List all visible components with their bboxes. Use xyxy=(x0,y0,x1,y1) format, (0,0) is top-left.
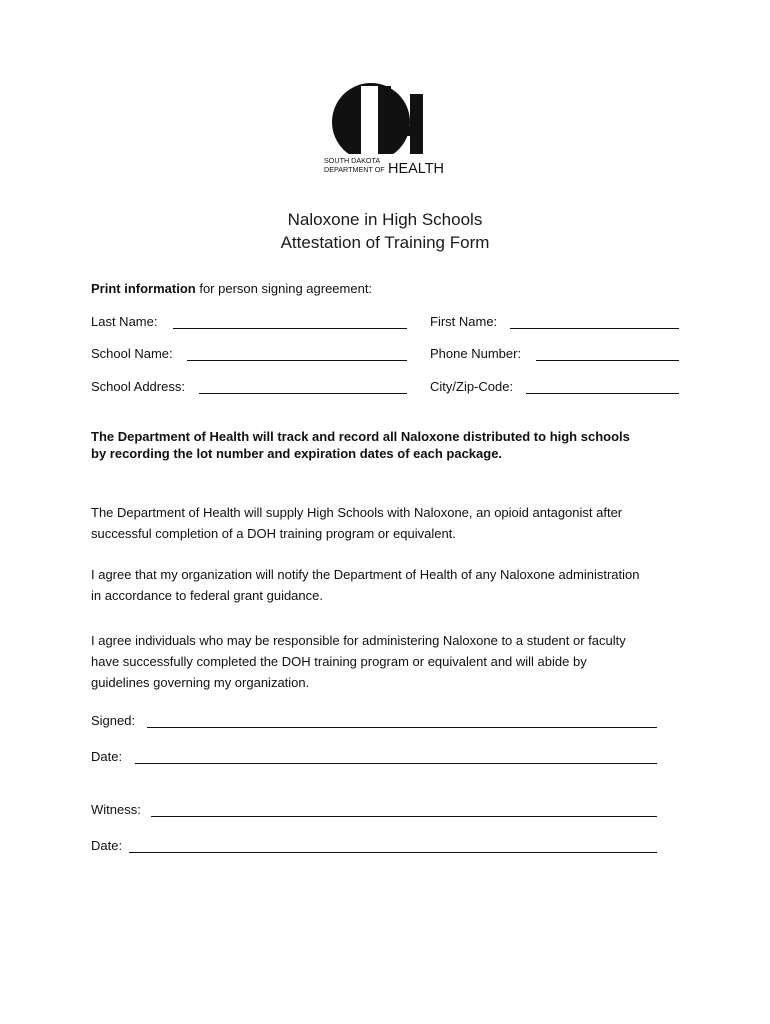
logo-line1: SOUTH DAKOTA xyxy=(324,156,381,165)
individuals-line1: I agree individuals who may be responsible for administering Naloxone to a student or faculty xyxy=(91,633,626,648)
date-label-1: Date: xyxy=(91,749,123,764)
individuals-line2: have successfully completed the DOH training program or equivalent and will abide by xyxy=(91,654,587,669)
signed-field[interactable] xyxy=(147,727,657,728)
school-name-field[interactable] xyxy=(187,360,407,361)
south-dakota-doh-logo xyxy=(322,80,446,176)
last-name-label: Last Name: xyxy=(91,314,158,329)
print-info-bold: Print information xyxy=(91,281,196,296)
school-name-label: School Name: xyxy=(91,346,173,361)
notify-paragraph xyxy=(91,564,691,606)
school-address-field[interactable] xyxy=(199,393,407,394)
notify-line1: I agree that my organization will notify the Department of Health of any Naloxone administration xyxy=(91,567,640,582)
individuals-line3: guidelines governing my organization. xyxy=(91,675,310,690)
supply-line2: successful completion of a DOH training program or equivalent. xyxy=(91,526,456,541)
first-name-label: First Name: xyxy=(430,314,498,329)
tracking-notice-line2: by recording the lot number and expiration dates of each package. xyxy=(91,446,503,461)
logo-h-crossbar xyxy=(378,126,423,136)
form-title-line2: Attestation of Training Form xyxy=(280,233,490,252)
logo-line2: DEPARTMENT OF xyxy=(324,165,385,174)
print-info-heading xyxy=(91,281,372,296)
individuals-paragraph xyxy=(91,630,691,693)
print-info-rest: for person signing agreement: xyxy=(195,281,373,296)
city-zip-field[interactable] xyxy=(526,393,679,394)
supply-line1: The Department of Health will supply High Schools with Naloxone, an opioid antagonist after xyxy=(91,505,623,520)
logo-word-health: HEALTH xyxy=(388,160,444,176)
phone-number-field[interactable] xyxy=(536,360,679,361)
witness-label: Witness: xyxy=(91,802,141,817)
witness-field[interactable] xyxy=(151,816,657,817)
date-label-2: Date: xyxy=(91,838,123,853)
last-name-field[interactable] xyxy=(173,328,407,329)
signed-label: Signed: xyxy=(91,713,136,728)
tracking-notice-line1: The Department of Health will track and record all Naloxone distributed to high schools xyxy=(91,429,630,444)
city-zip-label: City/Zip-Code: xyxy=(430,379,514,394)
first-name-field[interactable] xyxy=(510,328,679,329)
supply-paragraph xyxy=(91,502,691,544)
date-field-2[interactable] xyxy=(129,852,657,853)
notify-line2: in accordance to federal grant guidance. xyxy=(91,588,323,603)
date-field-1[interactable] xyxy=(135,763,657,764)
form-title-line1: Naloxone in High Schools xyxy=(287,210,483,229)
school-address-label: School Address: xyxy=(91,379,185,394)
phone-number-label: Phone Number: xyxy=(430,346,522,361)
